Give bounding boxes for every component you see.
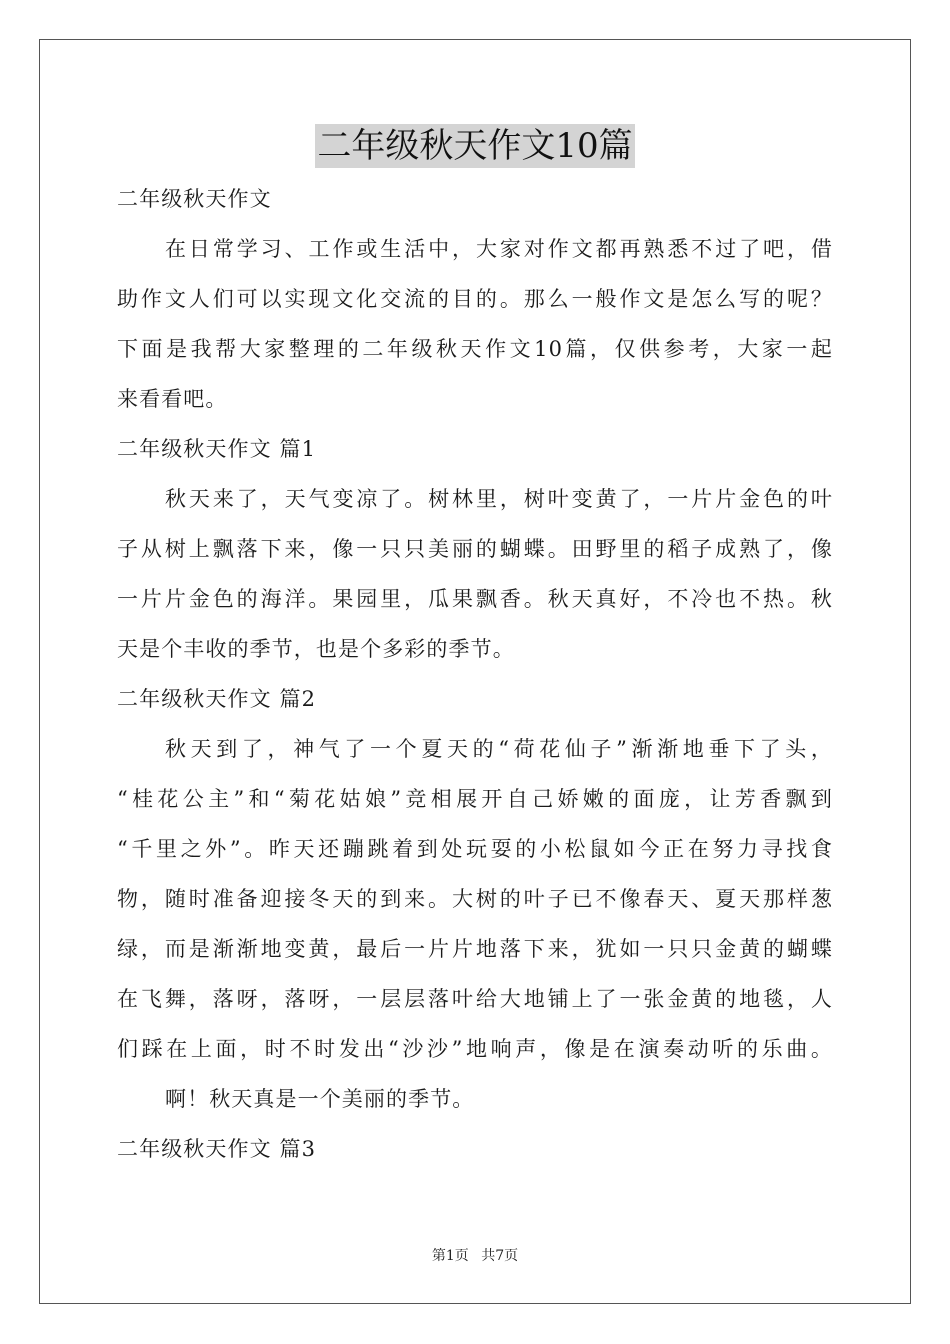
text-line: “桂花公主”和“菊花姑娘”竞相展开自己娇嫩的面庞，让芳香飘到 [117,787,833,811]
text-line: 二年级秋天作文 [117,187,272,211]
title-container [0,124,950,168]
paragraph-first-line: 在日常学习、工作或生活中，大家对作文都再熟悉不过了吧，借 [165,237,833,261]
paragraph-first-line: 秋天到了，神气了一个夏天的“荷花仙子”渐渐地垂下了头， [165,737,833,761]
page-number: 第1页 [431,1248,469,1264]
text-line: 下面是我帮大家整理的二年级秋天作文10篇，仅供参考，大家一起 [117,337,833,361]
document-title: 二年级秋天作文10篇 [317,126,633,166]
text-line: 二年级秋天作文 篇3 [117,1137,317,1161]
text-line: 来看看吧。 [117,387,228,411]
text-line: 天是个丰收的季节，也是个多彩的季节。 [117,637,515,661]
text-line: 助作文人们可以实现文化交流的目的。那么一般作文是怎么写的呢？ [117,287,833,311]
text-line: “千里之外”。昨天还蹦跳着到处玩耍的小松鼠如今正在努力寻找食 [117,837,833,861]
text-line: 绿，而是渐渐地变黄，最后一片片地落下来，犹如一只只金黄的蝴蝶 [117,937,833,961]
document-body [117,174,833,1174]
text-line: 物，随时准备迎接冬天的到来。大树的叶子已不像春天、夏天那样葱 [117,887,833,911]
text-line: 一片片金色的海洋。果园里，瓜果飘香。秋天真好，不冷也不热。秋 [117,587,833,611]
text-line: 二年级秋天作文 篇2 [117,687,317,711]
text-line: 在飞舞，落呀，落呀，一层层落叶给大地铺上了一张金黄的地毯，人 [117,987,833,1011]
text-line: 子从树上飘落下来，像一只只美丽的蝴蝶。田野里的稻子成熟了，像 [117,537,833,561]
paragraph-first-line: 秋天来了，天气变凉了。树林里，树叶变黄了，一片片金色的叶 [165,487,833,511]
page-total: 共7页 [481,1248,519,1264]
page-footer [0,1246,950,1266]
paragraph-first-line: 啊！秋天真是一个美丽的季节。 [165,1087,475,1111]
text-line: 们踩在上面，时不时发出“沙沙”地响声，像是在演奏动听的乐曲。 [117,1037,833,1061]
text-line: 二年级秋天作文 篇1 [117,437,317,461]
